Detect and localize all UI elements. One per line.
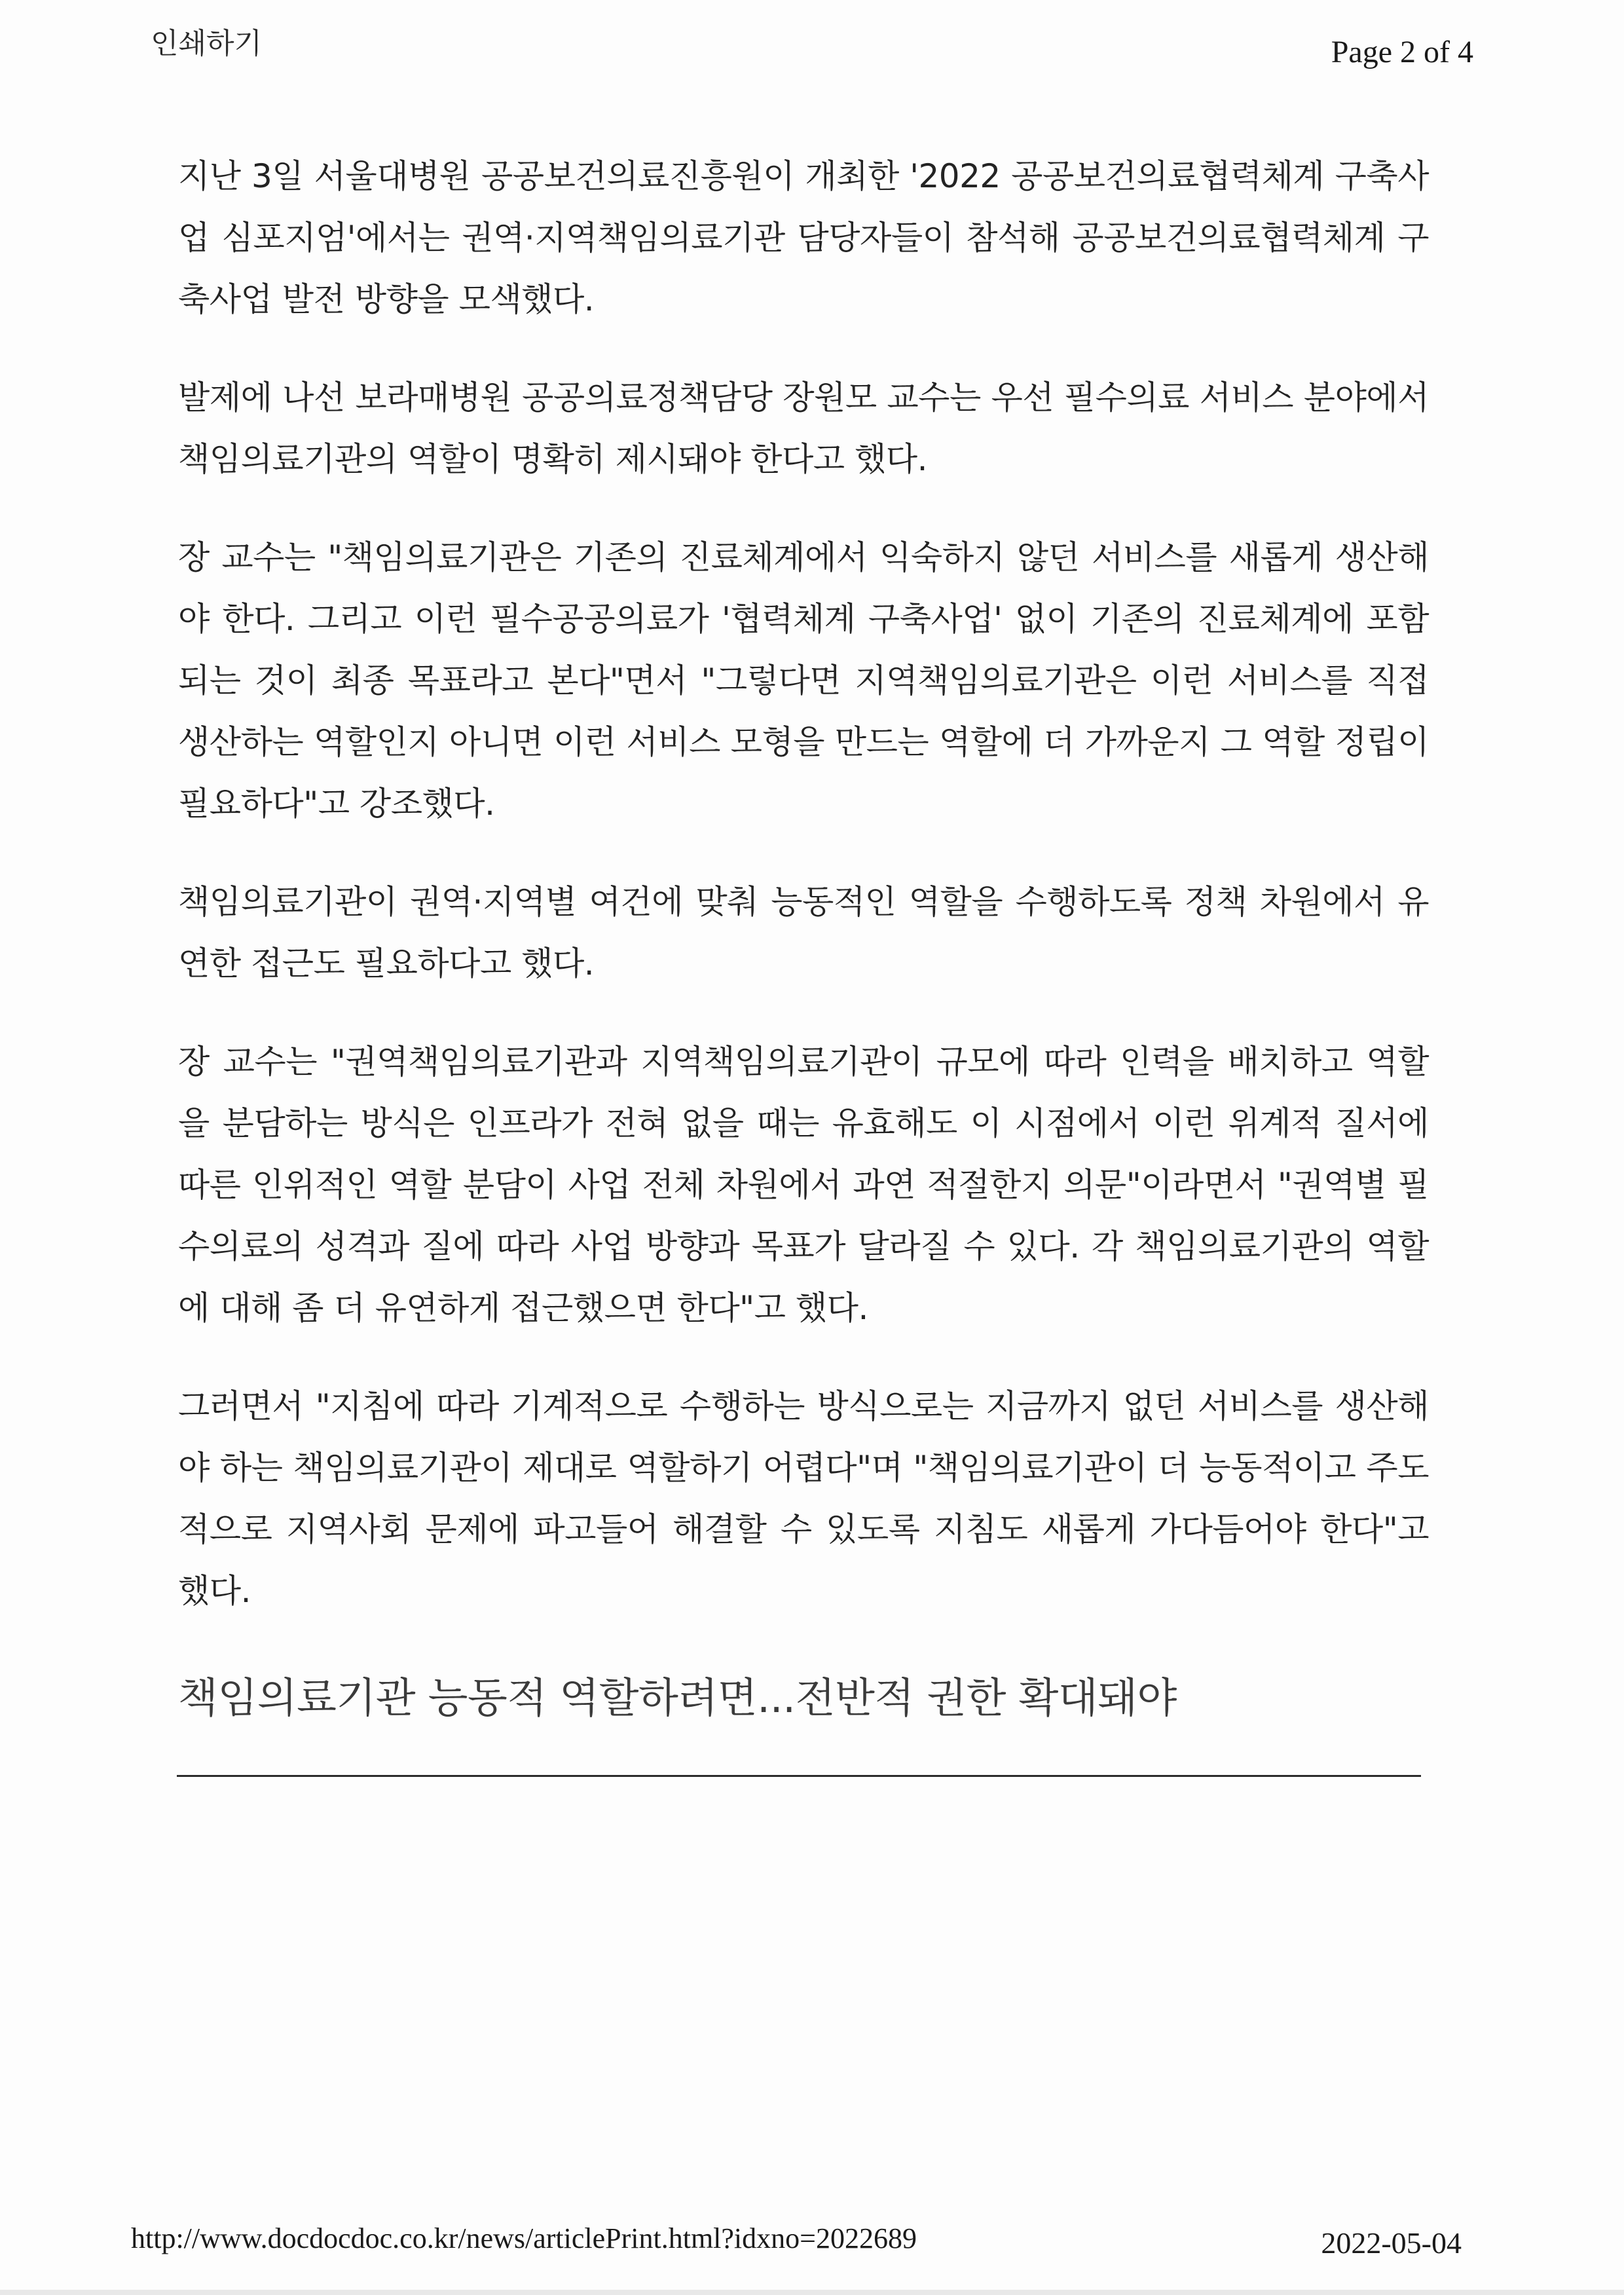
footer-url: http://www.docdocdoc.co.kr/news/articlePrint.html?idxno=2022689: [131, 2222, 917, 2254]
section-divider: [177, 1775, 1421, 1777]
article-paragraph-4: 책임의료기관이 권역·지역별 여건에 맞춰 능동적인 역할을 수행하도록 정책 차원에서 유연한 접근도 필요하다고 했다.: [178, 883, 1429, 982]
article-body: [178, 145, 1429, 1658]
footer-date: 2022-05-04: [1321, 2226, 1462, 2260]
article-paragraph-2: 발제에 나선 보라매병원 공공의료정책담당 장원모 교수는 우선 필수의료 서비스 분야에서 책임의료기관의 역할이 명확히 제시돼야 한다고 했다.: [178, 379, 1430, 478]
page-indicator: Page 2 of 4: [1331, 35, 1473, 69]
article-paragraph-5: 장 교수는 "권역책임의료기관과 지역책임의료기관이 규모에 따라 인력을 배치하고 역할을 분담하는 방식은 인프라가 전혀 없을 때는 유효해도 이 시점에서 이런 위계적 질서에 따른 인위적인 역할 분담이 사업 전체 차원에서 과연 적절한지 의문"이라면서 "권역별 필수의료의 성격과 질에 따라 사업 방향과 목표가 달라질 수 있다. 각 책임의료기관의 역할에 대해 좀 더 유연하게 접근했으면 한다"고 했다.: [178, 1043, 1429, 1327]
article-paragraph-1: 지난 3일 서울대병원 공공보건의료진흥원이 개최한 '2022 공공보건의료협력체계 구축사업 심포지엄'에서는 권역·지역책임의료기관 담당자들이 참석해 공공보건의료협력체계 구축사업 발전 방향을 모색했다.: [178, 157, 1429, 318]
scan-edge: [0, 2290, 1624, 2295]
article-paragraph-6: 그러면서 "지침에 따라 기계적으로 수행하는 방식으로는 지금까지 없던 서비스를 생산해야 하는 책임의료기관이 제대로 역할하기 어렵다"며 "책임의료기관이 더 능동적이고 주도적으로 지역사회 문제에 파고들어 해결할 수 있도록 지침도 새롭게 가다듬어야 한다"고 했다.: [178, 1387, 1429, 1610]
section-subheading: 책임의료기관 능동적 역할하려면...전반적 권한 확대돼야: [178, 1674, 1177, 1722]
article-paragraph-3: 장 교수는 "책임의료기관은 기존의 진료체계에서 익숙하지 않던 서비스를 새롭게 생산해야 한다. 그리고 이런 필수공공의료가 '협력체계 구축사업' 없이 기존의 진료체계에 포함되는 것이 최종 목표라고 본다"면서 "그렇다면 지역책임의료기관은 이런 서비스를 직접 생산하는 역할인지 아니면 이런 서비스 모형을 만드는 역할에 더 가까운지 그 역할 정립이 필요하다"고 강조했다.: [178, 538, 1429, 823]
print-label[interactable]: 인쇄하기: [151, 27, 263, 60]
